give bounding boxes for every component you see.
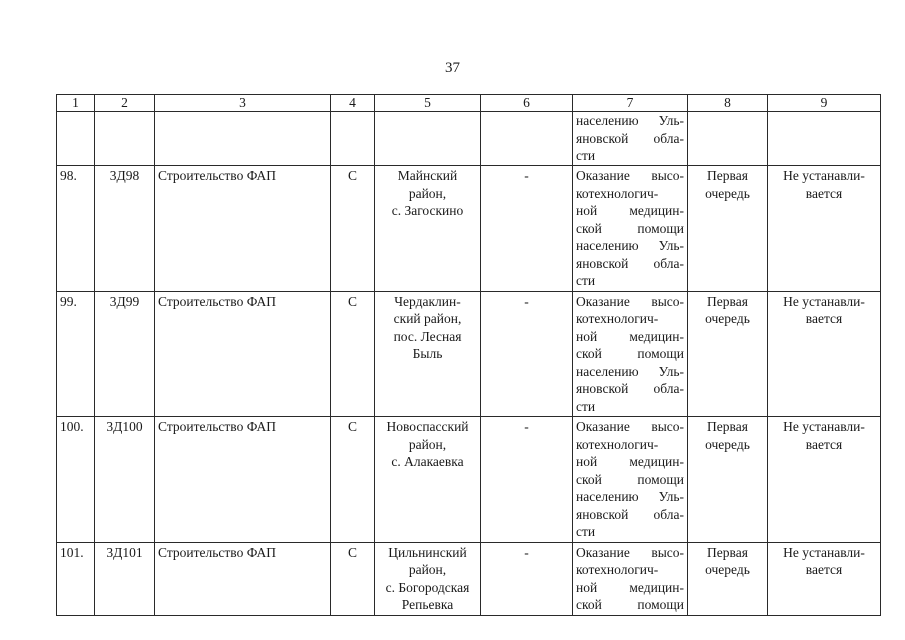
zone-cell <box>768 291 881 417</box>
purpose-line: котехнологич- <box>576 436 659 452</box>
code-cell: 3Д101 <box>95 542 155 615</box>
purpose-line: ной медицин- <box>576 454 684 469</box>
purpose-cell <box>573 542 688 615</box>
location-cell <box>375 542 481 615</box>
name-cell: Строительство ФАП <box>155 166 331 292</box>
zone-line: вается <box>805 562 843 577</box>
page-number: 37 <box>445 60 460 76</box>
purpose-line: сти <box>576 273 596 288</box>
row-number-cell: 100. <box>57 417 95 543</box>
header-cell: 3 <box>155 95 331 112</box>
location-line: Чердаклин- <box>394 293 461 309</box>
name-cell: Строительство ФАП <box>155 417 331 543</box>
purpose-line: ской помощи <box>576 471 684 487</box>
purpose-line: ской помощи <box>576 220 684 236</box>
purpose-line: Оказание высо- <box>576 419 684 434</box>
priority-line: Первая <box>707 419 748 434</box>
location-line: пос. Лесная <box>393 328 462 344</box>
purpose-line: ной медицин- <box>576 579 684 595</box>
priority-line: очередь <box>705 562 750 577</box>
header-row <box>57 95 881 112</box>
table-cell <box>331 112 375 166</box>
purpose-line: котехнологич- <box>576 311 659 326</box>
priority-line: очередь <box>705 185 750 201</box>
zone-line: Не устанавли- <box>783 168 865 183</box>
purpose-line: населению Уль- <box>576 113 684 128</box>
table-cell <box>95 112 155 166</box>
purpose-line: ной медицин- <box>576 328 684 344</box>
purpose-line: яновской обла- <box>576 506 684 522</box>
type-cell: С <box>331 166 375 292</box>
table-row <box>57 542 881 615</box>
col6-cell: - <box>481 417 573 543</box>
code-cell: 3Д100 <box>95 417 155 543</box>
priority-cell <box>688 542 768 615</box>
name-cell: Строительство ФАП <box>155 542 331 615</box>
purpose-cell <box>573 291 688 417</box>
name-cell: Строительство ФАП <box>155 291 331 417</box>
location-line: с. Богородская <box>385 579 470 595</box>
table-cell <box>688 112 768 166</box>
table-cell <box>375 112 481 166</box>
location-line: Новоспасский <box>386 419 469 434</box>
row-number-cell: 98. <box>57 166 95 292</box>
continuation-row <box>57 112 881 166</box>
purpose-line: населению Уль- <box>576 238 684 253</box>
header-cell: 1 <box>57 95 95 112</box>
row-number-cell: 101. <box>57 542 95 615</box>
purpose-line: сти <box>576 524 596 539</box>
zone-line: Не устанавли- <box>783 419 865 434</box>
purpose-line: котехнологич- <box>576 185 659 201</box>
priority-line: Первая <box>707 293 748 309</box>
purpose-line: ной медицин- <box>576 203 684 218</box>
table-cell <box>155 112 331 166</box>
type-cell: С <box>331 291 375 417</box>
purpose-line: яновской обла- <box>576 381 684 396</box>
table-cell <box>481 112 573 166</box>
priority-line: очередь <box>705 436 750 452</box>
zone-cell <box>768 542 881 615</box>
zone-line: вается <box>805 185 843 201</box>
code-cell: 3Д99 <box>95 291 155 417</box>
zone-cell <box>768 417 881 543</box>
table-row <box>57 291 881 417</box>
purpose-line: яновской обла- <box>576 130 684 146</box>
header-cell: 4 <box>331 95 375 112</box>
table-row <box>57 166 881 292</box>
zone-line: Не устанавли- <box>783 293 865 309</box>
priority-line: очередь <box>705 311 750 326</box>
purpose-cell <box>573 417 688 543</box>
purpose-cell <box>573 112 688 166</box>
table-cell <box>768 112 881 166</box>
purpose-line: Оказание высо- <box>576 544 684 560</box>
col6-cell: - <box>481 166 573 292</box>
purpose-line: Оказание высо- <box>576 293 684 309</box>
priority-cell <box>688 291 768 417</box>
location-line: район, <box>408 436 447 452</box>
type-cell: С <box>331 417 375 543</box>
priority-line: Первая <box>707 168 748 183</box>
purpose-line: Оказание высо- <box>576 168 684 183</box>
objects-table <box>56 94 881 616</box>
location-line: Репьевка <box>401 597 454 612</box>
table-cell <box>57 112 95 166</box>
purpose-line: ской помощи <box>576 346 684 361</box>
location-line: район, <box>408 185 447 201</box>
header-cell: 2 <box>95 95 155 112</box>
purpose-line: населению Уль- <box>576 489 684 504</box>
header-cell: 7 <box>573 95 688 112</box>
priority-line: Первая <box>707 544 748 560</box>
purpose-line: сти <box>576 398 596 414</box>
header-cell: 9 <box>768 95 881 112</box>
location-line: Быль <box>412 346 443 361</box>
location-line: Майнский <box>397 168 458 183</box>
purpose-line: сти <box>576 148 596 163</box>
location-line: ский район, <box>393 311 462 326</box>
purpose-line: ской помощи <box>576 597 684 612</box>
location-cell <box>375 166 481 292</box>
location-line: район, <box>408 562 447 577</box>
header-cell: 6 <box>481 95 573 112</box>
purpose-line: котехнологич- <box>576 562 659 577</box>
table-row <box>57 417 881 543</box>
zone-line: вается <box>805 436 843 452</box>
location-cell <box>375 417 481 543</box>
purpose-line: яновской обла- <box>576 255 684 271</box>
priority-cell <box>688 417 768 543</box>
type-cell: С <box>331 542 375 615</box>
zone-line: вается <box>805 311 843 326</box>
row-number-cell: 99. <box>57 291 95 417</box>
header-cell: 5 <box>375 95 481 112</box>
priority-cell <box>688 166 768 292</box>
zone-line: Не устанавли- <box>783 544 865 560</box>
location-line: с. Алакаевка <box>391 454 464 469</box>
header-cell: 8 <box>688 95 768 112</box>
purpose-cell <box>573 166 688 292</box>
location-cell <box>375 291 481 417</box>
location-line: Цильнинский <box>388 544 467 560</box>
purpose-line: населению Уль- <box>576 363 684 379</box>
code-cell: 3Д98 <box>95 166 155 292</box>
col6-cell: - <box>481 542 573 615</box>
zone-cell <box>768 166 881 292</box>
col6-cell: - <box>481 291 573 417</box>
location-line: с. Загоскино <box>391 203 464 218</box>
